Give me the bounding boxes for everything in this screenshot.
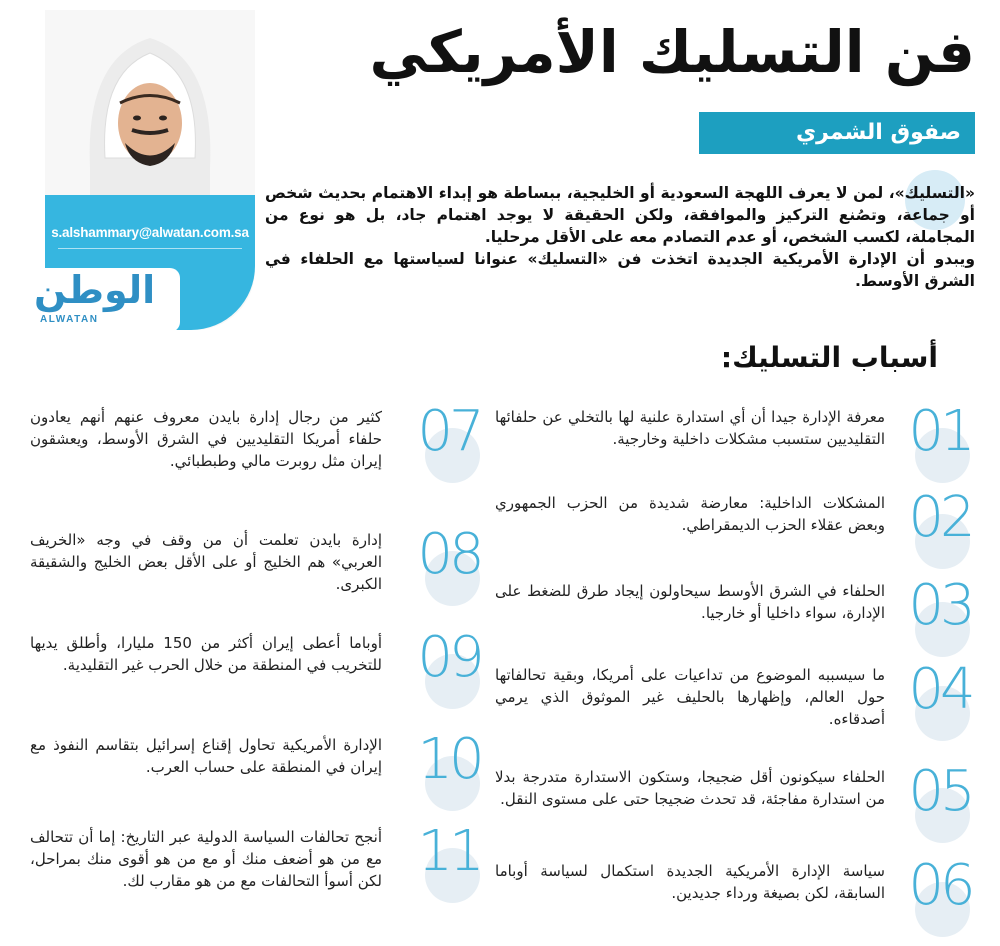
reason-item-04: [495, 657, 975, 750]
reason-item-09: [30, 625, 510, 718]
reason-number: 07: [417, 399, 481, 464]
section-title: أسباب التسليك:: [720, 341, 938, 374]
intro-paragraph-1: «التسليك»، لمن لا يعرف اللهجة السعودية أو الخليجية، ببساطة هو إبداء الاهتمام بحديث شخص أو جماعة، وتصُنع التركيز والموافقة، ولكن الحقيقة لا يوجد اهتمام جاد، بل هو نوع من المجاملة، لكسب الشخص، أو عدم التصادم معه على الأقل مرحليا.: [265, 184, 975, 246]
reason-text: إدارة بايدن تعلمت أن من وقف في وجه «الخريف العربي» هم الخليج أو على الأقل بعض الخليج والشقيقة الكبرى.: [30, 531, 382, 593]
reason-number: 03: [908, 573, 972, 638]
reason-item-06: [495, 853, 975, 946]
card-divider: [58, 248, 242, 249]
reason-item-02: [495, 485, 975, 578]
reason-text: معرفة الإدارة جيدا أن أي استدارة علنية لها بالتخلي عن حلفائها التقليديين ستسبب مشكلات داخلية وخارجية.: [495, 408, 885, 448]
reason-item-03: [495, 573, 975, 666]
alwatan-logo-en: ALWATAN: [40, 314, 99, 325]
reason-number: 06: [908, 853, 972, 918]
page-title: فن التسليك الأمريكي: [369, 18, 975, 86]
intro-paragraph-2: ويبدو أن الإدارة الأمريكية الجديدة اتخذت فن «التسليك» عنوانا لسياستها مع الحلفاء في الشرق الأوسط.: [265, 250, 975, 290]
reason-text: سياسة الإدارة الأمريكية الجديدة استكمال لسياسة أوباما السابقة، لكن بصيغة ورداء جديدين.: [495, 862, 885, 902]
reason-text: المشكلات الداخلية: معارضة شديدة من الحزب الجمهوري وبعض عقلاء الحزب الديمقراطي.: [495, 494, 885, 534]
reason-number: 01: [908, 399, 972, 464]
reason-item-05: [495, 759, 975, 852]
author-email: s.alshammary@alwatan.com.sa: [51, 225, 249, 240]
author-portrait-icon: [70, 18, 230, 218]
reason-item-10: [30, 727, 510, 820]
reason-number: 02: [908, 485, 972, 550]
reason-item-01: [495, 399, 975, 492]
reason-text: ما سيسببه الموضوع من تداعيات على أمريكا، وبقية تحالفاتها حول العالم، وإظهارها بالحليف غير الموثوق الذي يرمي أصدقاءه.: [495, 666, 885, 728]
reason-item-11: [30, 819, 510, 912]
reason-number: 04: [908, 657, 972, 722]
reason-number: 08: [417, 522, 481, 587]
reason-number: 05: [908, 759, 972, 824]
alwatan-logo: الوطن: [34, 268, 156, 312]
reason-text: الإدارة الأمريكية تحاول إقناع إسرائيل بتقاسم النفوذ مع إيران في المنطقة على حساب العرب.: [30, 736, 382, 776]
author-name-bar: صفوق الشمري: [699, 112, 975, 154]
reason-text: كثير من رجال إدارة بايدن معروف عنهم أنهم يعادون حلفاء أمريكا التقليديين في الشرق الأوسط، ويعشقون إيران مثل روبرت مالي وطبطبائي.: [30, 408, 382, 470]
intro-text: [265, 182, 975, 292]
reason-text: أنجح تحالفات السياسة الدولية عبر التاريخ: إما أن تتحالف مع من هو أضعف منك أو مع من هو أقوى منك بمراحل، لكن أسوأ التحالفات مع من هو مقارب لك.: [30, 828, 382, 890]
reason-number: 11: [417, 819, 481, 884]
reason-text: أوباما أعطى إيران أكثر من 150 مليارا، وأطلق يديها للتخريب في المنطقة من خلال الحرب غير التقليدية.: [30, 634, 382, 674]
reason-number: 09: [417, 625, 481, 690]
reason-item-08: [30, 522, 510, 615]
reason-text: الحلفاء سيكونون أقل ضجيجا، وستكون الاستدارة متدرجة بدلا من استدارة مفاجئة، قد تحدث ضجيجا حتى على مستوى النقل.: [495, 768, 885, 808]
reason-number: 10: [417, 727, 481, 792]
reason-item-07: [30, 399, 510, 492]
reason-text: الحلفاء في الشرق الأوسط سيحاولون إيجاد طرق للضغط على الإدارة، سواء داخليا أو خارجيا.: [495, 582, 885, 622]
